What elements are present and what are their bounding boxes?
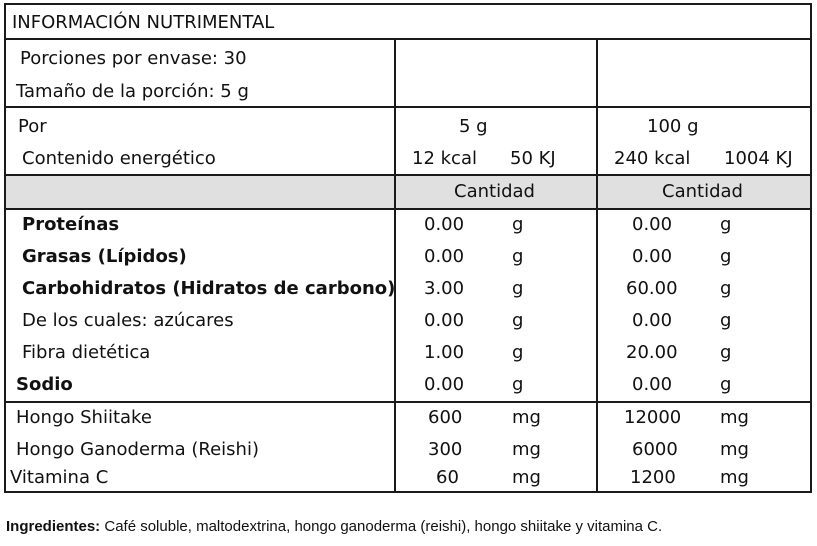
extra-unit-col2: mg — [720, 467, 749, 488]
extra-unit-col1: mg — [512, 407, 541, 428]
divider — [6, 106, 810, 108]
energy-label: Contenido energético — [22, 148, 216, 169]
nutrient-unit-col1: g — [512, 246, 524, 267]
extra-unit-col1: mg — [512, 467, 541, 488]
extra-name: Hongo Shiitake — [16, 407, 152, 428]
nutrient-unit-col2: g — [720, 214, 732, 235]
nutrient-value-col2: 60.00 — [626, 278, 678, 299]
nutrient-value-col1: 0.00 — [424, 246, 465, 267]
nutrient-name: De los cuales: azúcares — [22, 310, 234, 331]
nutrient-name: Proteínas — [22, 214, 120, 235]
extra-value-col1: 600 — [428, 407, 463, 428]
extra-unit-col2: mg — [720, 407, 749, 428]
nutrient-value-col2: 0.00 — [632, 310, 673, 331]
nutrient-value-col1: 0.00 — [424, 310, 465, 331]
nutrient-unit-col1: g — [512, 374, 524, 395]
per-label: Por — [18, 116, 47, 137]
nutrient-value-col2: 20.00 — [626, 342, 678, 363]
nutrient-unit-col1: g — [512, 278, 524, 299]
energy-col1-kj: 50 KJ — [510, 148, 556, 169]
nutrient-value-col2: 0.00 — [632, 246, 673, 267]
nutrition-table — [4, 3, 812, 493]
nutrient-unit-col1: g — [512, 342, 524, 363]
extra-value-col2: 12000 — [624, 407, 682, 428]
nutrient-name: Fibra dietética — [22, 342, 151, 363]
energy-col2-kj: 1004 KJ — [724, 148, 793, 169]
nutrient-name: Sodio — [16, 374, 73, 395]
nutrient-unit-col2: g — [720, 278, 732, 299]
nutrient-value-col1: 3.00 — [424, 278, 465, 299]
extra-name: Hongo Ganoderma (Reishi) — [16, 439, 259, 460]
energy-col2-kcal: 240 kcal — [614, 148, 691, 169]
ingredients-text: Café soluble, maltodextrina, hongo ganoderma (reishi), hongo shiitake y vitamina C. — [100, 518, 663, 535]
ingredients-line — [6, 518, 662, 535]
per-col2: 100 g — [647, 116, 699, 137]
nutrient-name: Grasas (Lípidos) — [22, 246, 187, 267]
ingredients-label: Ingredientes: — [6, 518, 101, 535]
servings-per-container: Porciones por envase: 30 — [20, 48, 247, 69]
column-divider — [394, 38, 396, 491]
nutrient-value-col2: 0.00 — [632, 374, 673, 395]
nutrient-value-col2: 0.00 — [632, 214, 673, 235]
nutrient-name: Carbohidratos (Hidratos de carbono) — [22, 278, 396, 299]
extra-unit-col1: mg — [512, 439, 541, 460]
nutrient-value-col1: 0.00 — [424, 214, 465, 235]
column-divider — [596, 38, 598, 491]
nutrient-unit-col1: g — [512, 214, 524, 235]
nutrient-value-col1: 0.00 — [424, 374, 465, 395]
quantity-header-col1: Cantidad — [454, 181, 535, 202]
extra-value-col1: 300 — [428, 439, 463, 460]
nutrient-unit-col2: g — [720, 310, 732, 331]
divider — [6, 401, 810, 403]
nutrient-unit-col1: g — [512, 310, 524, 331]
energy-col1-kcal: 12 kcal — [412, 148, 477, 169]
serving-size: Tamaño de la porción: 5 g — [16, 81, 249, 102]
divider — [6, 38, 810, 40]
nutrient-unit-col2: g — [720, 342, 732, 363]
quantity-header-col2: Cantidad — [662, 181, 743, 202]
extra-value-col2: 6000 — [632, 439, 678, 460]
nutrient-value-col1: 1.00 — [424, 342, 465, 363]
extra-value-col1: 60 — [436, 467, 459, 488]
divider — [6, 174, 810, 176]
extra-unit-col2: mg — [720, 439, 749, 460]
per-col1: 5 g — [459, 116, 488, 137]
extra-name: Vitamina C — [10, 467, 109, 488]
nutrient-unit-col2: g — [720, 246, 732, 267]
extra-value-col2: 1200 — [630, 467, 676, 488]
nutrient-unit-col2: g — [720, 374, 732, 395]
table-title: INFORMACIÓN NUTRIMENTAL — [12, 12, 275, 33]
divider — [6, 208, 810, 210]
